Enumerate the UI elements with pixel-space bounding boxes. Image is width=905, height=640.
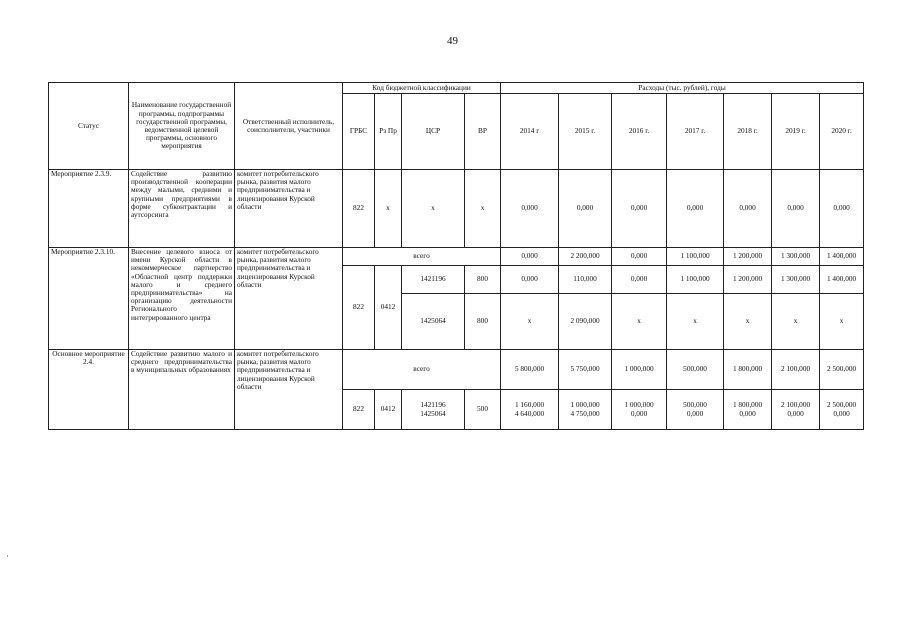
header-responsible: Ответственный исполнитель, соисполнители, участники <box>235 83 343 170</box>
total-value-cell: 0,000 <box>612 248 667 266</box>
total-value-cell: 500,000 <box>667 350 724 390</box>
rzpr-cell: х <box>375 170 402 248</box>
total-value-cell: 1 400,000 <box>820 248 864 266</box>
value-cell: 1 100,000 <box>667 266 724 294</box>
value-cell: 110,000 <box>559 266 612 294</box>
header-vr: ВР <box>465 94 501 170</box>
header-budget-code: Код бюджетной классификации <box>343 83 501 94</box>
value-cell: 1 200,000 <box>724 266 772 294</box>
value-cell: х <box>501 294 559 350</box>
header-status: Статус <box>49 83 129 170</box>
page-number: 49 <box>447 35 458 47</box>
vr-cell: 800 <box>465 266 501 294</box>
value-cell: 0,000 <box>612 170 667 248</box>
status-cell: Мероприятие 2.3.9. <box>49 170 129 248</box>
value-cell: 500,000 0,000 <box>667 390 724 430</box>
csr-cell: 1421196 1425064 <box>402 390 465 430</box>
value-cell: 1 000,000 0,000 <box>612 390 667 430</box>
total-value-cell: 2 500,000 <box>820 350 864 390</box>
header-year: 2019 г. <box>772 94 820 170</box>
rzpr-cell: 0412 <box>375 266 402 350</box>
header-year: 2015 г. <box>559 94 612 170</box>
total-value-cell: 5 750,000 <box>559 350 612 390</box>
table-row <box>49 350 864 390</box>
status-cell: Основное мероприятие 2.4. <box>49 350 129 430</box>
header-year: 2014 г <box>501 94 559 170</box>
value-cell: 2 100,000 0,000 <box>772 390 820 430</box>
header-rzpr: Рз Пр <box>375 94 402 170</box>
total-value-cell: 5 800,000 <box>501 350 559 390</box>
csr-cell: 1421196 <box>402 266 465 294</box>
header-year: 2016 г. <box>612 94 667 170</box>
value-cell: 0,000 <box>501 266 559 294</box>
value-cell: 0,000 <box>724 170 772 248</box>
vr-cell: 500 <box>465 390 501 430</box>
total-value-cell: 1 300,000 <box>772 248 820 266</box>
value-cell: 0,000 <box>772 170 820 248</box>
header-row-1 <box>49 83 864 94</box>
total-value-cell: 1 200,000 <box>724 248 772 266</box>
value-cell: х <box>820 294 864 350</box>
header-year: 2020 г. <box>820 94 864 170</box>
table-row <box>49 248 864 266</box>
value-cell: х <box>667 294 724 350</box>
table-row <box>49 170 864 248</box>
value-cell: 0,000 <box>501 170 559 248</box>
value-cell: 0,000 <box>612 266 667 294</box>
responsible-cell: комитет потребительского рынка, развития малого предпринимательства и лицензирования Курской области <box>235 350 343 430</box>
grbs-cell: 822 <box>343 390 375 430</box>
rzpr-cell: 0412 <box>375 390 402 430</box>
total-value-cell: 2 200,000 <box>559 248 612 266</box>
grbs-cell: 822 <box>343 266 375 350</box>
value-cell: 2 090,000 <box>559 294 612 350</box>
value-cell: 1 160,000 4 640,000 <box>501 390 559 430</box>
total-value-cell: 1 100,000 <box>667 248 724 266</box>
vr-cell: 800 <box>465 294 501 350</box>
total-value-cell: 1 000,000 <box>612 350 667 390</box>
responsible-cell: комитет потребительского рынка, развития малого предпринимательства и лицензирования Курской области <box>235 170 343 248</box>
name-cell: Содействие развитию малого и среднего предпринимательства в муниципальных образованиях <box>129 350 235 430</box>
total-value-cell: 0,000 <box>501 248 559 266</box>
value-cell: 1 400,000 <box>820 266 864 294</box>
scan-speck <box>7 555 8 557</box>
total-label-cell: всего <box>343 350 501 390</box>
status-cell: Мероприятие 2.3.10. <box>49 248 129 350</box>
header-csr: ЦСР <box>402 94 465 170</box>
value-cell: 0,000 <box>559 170 612 248</box>
header-grbs: ГРБС <box>343 94 375 170</box>
csr-cell: х <box>402 170 465 248</box>
value-cell: 0,000 <box>820 170 864 248</box>
value-cell: х <box>724 294 772 350</box>
total-value-cell: 1 800,000 <box>724 350 772 390</box>
budget-table <box>48 82 864 430</box>
value-cell: 0,000 <box>667 170 724 248</box>
header-expenses: Расходы (тыс. рублей), годы <box>501 83 864 94</box>
grbs-cell: 822 <box>343 170 375 248</box>
responsible-cell: комитет потребительского рынка, развития малого предпринимательства и лицензирования Курской области <box>235 248 343 350</box>
total-label-cell: всего <box>343 248 501 266</box>
value-cell: 1 000,000 4 750,000 <box>559 390 612 430</box>
value-cell: 2 500,000 0,000 <box>820 390 864 430</box>
value-cell: 1 800,000 0,000 <box>724 390 772 430</box>
csr-cell: 1425064 <box>402 294 465 350</box>
value-cell: х <box>772 294 820 350</box>
total-value-cell: 2 100,000 <box>772 350 820 390</box>
value-cell: 1 300,000 <box>772 266 820 294</box>
name-cell: Внесение целевого взноса от имени Курской области в некоммерческое партнерство «Областной центр поддержки малого и среднего предпринимательства» на организацию деятельности Регионального интегрированного центра <box>129 248 235 350</box>
header-year: 2017 г. <box>667 94 724 170</box>
value-cell: х <box>612 294 667 350</box>
header-year: 2018 г. <box>724 94 772 170</box>
header-name: Наименование государственной программы, подпрограммы государственной программы, ведомственной целевой программы, основного мероприятия <box>129 83 235 170</box>
name-cell: Содействие развитию производственной кооперации между малыми, средними и крупными предприятиями в форме субконтрактации и аутсорсинга <box>129 170 235 248</box>
vr-cell: х <box>465 170 501 248</box>
